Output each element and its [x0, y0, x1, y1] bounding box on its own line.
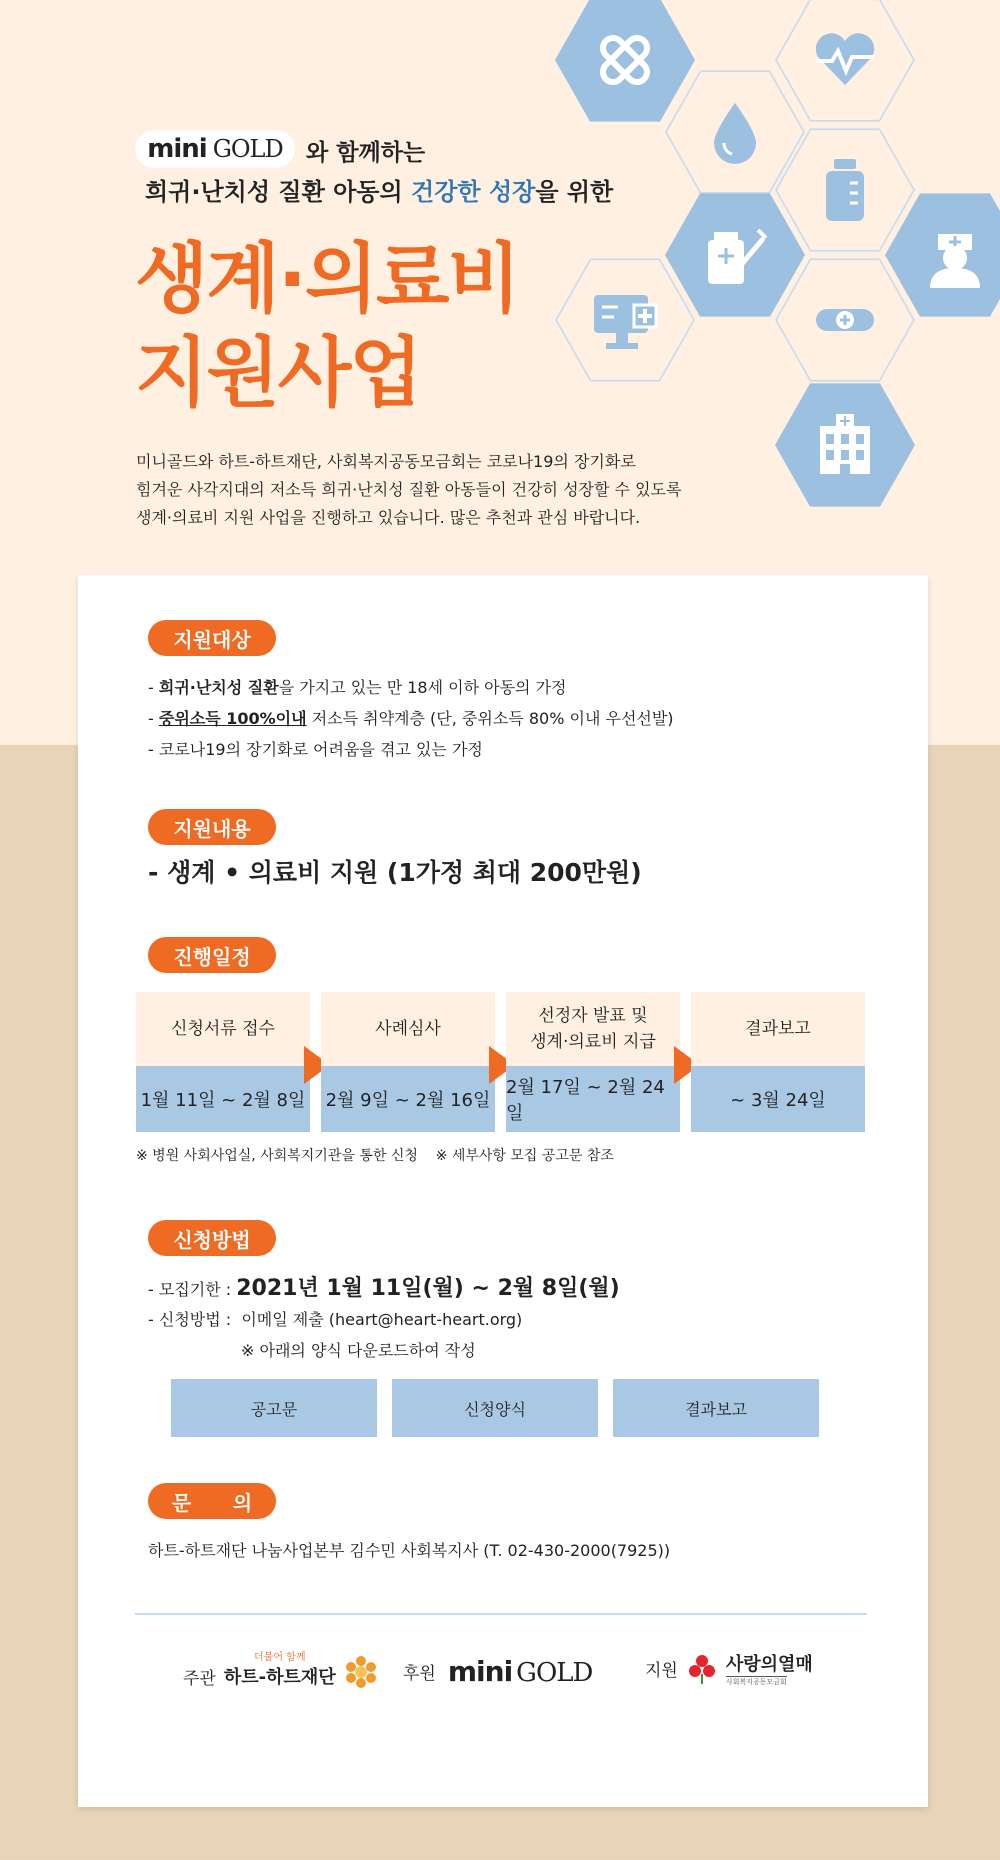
info-card [78, 575, 928, 1807]
subhead-post: 을 위한 [535, 178, 614, 206]
target-item-2-text: 저소득 취약계층 (단, 중위소득 80% 이내 우선선발) [306, 709, 674, 728]
step-date: ~ 3월 24일 [691, 1066, 865, 1132]
intro-paragraph [136, 448, 681, 532]
target-item-2 [148, 706, 674, 729]
host-tagline: 더불어 함께 [254, 1652, 306, 1663]
step-title [321, 992, 495, 1066]
love-fruit-logo [726, 1650, 813, 1687]
nurse-icon [920, 220, 990, 290]
support-sub: 사회복지공동모금회 [725, 1678, 787, 1686]
sponsor-label: 후원 [403, 1664, 436, 1684]
medicine-bottle-icon [810, 155, 880, 225]
section-label-apply: 신청방법 [148, 1220, 276, 1256]
minigold-logo-gold: GOLD [212, 135, 283, 163]
section-label-content: 지원내용 [148, 809, 276, 845]
step-title-line-2: 생계·의료비 지급 [530, 1032, 656, 1052]
heart-heart-logo [224, 1648, 336, 1689]
schedule-step-1 [136, 992, 310, 1132]
love-fruit-icon [688, 1654, 716, 1684]
section-label-inquiry: 문 의 [148, 1483, 276, 1519]
heart-rate-hex [775, 0, 915, 130]
bullet: - [148, 678, 159, 697]
schedule-step-2 [321, 992, 495, 1132]
hospital-icon [810, 410, 880, 480]
target-item-1-text: 을 가지고 있는 만 18세 이하 아동의 가정 [278, 678, 567, 697]
subheadline [145, 172, 613, 207]
minigold-footer-logo [448, 1655, 593, 1688]
method-value: 이메일 제출 (heart@heart-heart.org) [241, 1310, 523, 1329]
schedule-step-3 [506, 992, 680, 1132]
step-date: 2월 9일 ~ 2월 16일 [321, 1066, 495, 1132]
section-label-target: 지원대상 [148, 620, 276, 656]
bullet: - [148, 709, 159, 728]
sponsor-mini: mini [447, 1655, 513, 1688]
with-text: 와 함께하는 [306, 140, 426, 166]
host-label: 주관 [183, 1669, 216, 1689]
inquiry-contact: 하트-하트재단 나눔사업본부 김수민 사회복지사 (T. 02-430-2000(7925)) [148, 1541, 671, 1560]
syringe-icon [700, 220, 770, 290]
schedule-note: ※ 병원 사회사업실, 사회복지기관을 통한 신청 ※ 세부사항 모집 공고문 참조 [136, 1148, 614, 1164]
subhead-highlight: 건강한 성장 [411, 178, 536, 206]
support-name: 사랑의열매 [725, 1654, 813, 1675]
page-title [135, 232, 519, 420]
support-content-text: - 생계 • 의료비 지원 (1가정 최대 200만원) [148, 858, 642, 887]
step-title [506, 992, 680, 1066]
hospital-hex [775, 375, 915, 515]
method-label: - 신청방법 : [148, 1310, 242, 1329]
deadline-value: 2021년 1월 11일(월) ~ 2월 8일(월) [236, 1276, 620, 1301]
target-item-1 [148, 675, 567, 698]
title-line-2: 지원사업 [135, 328, 421, 417]
host-logo-group [183, 1648, 378, 1689]
step-title [691, 992, 865, 1066]
deadline-label: - 모집기한 : [148, 1280, 237, 1299]
schedule-step-4 [691, 992, 865, 1132]
footer-divider [135, 1613, 867, 1615]
apply-method-note: ※ 아래의 양식 다운로드하여 작성 [241, 1341, 476, 1360]
medical-monitor-hex [555, 250, 695, 390]
step-title [136, 992, 310, 1066]
step-title-line: 사례심사 [375, 1019, 441, 1039]
section-label-schedule: 진행일정 [148, 937, 276, 973]
step-date: 1월 11일 ~ 2월 8일 [136, 1066, 310, 1132]
bandage-icon [590, 25, 660, 95]
result-report-download-button[interactable]: 결과보고 [613, 1379, 819, 1437]
minigold-logo-pill [135, 130, 295, 168]
pill-capsule-hex [775, 250, 915, 390]
step-date: 2월 17일 ~ 2월 24일 [506, 1066, 680, 1132]
notice-download-button[interactable]: 공고문 [171, 1379, 377, 1437]
host-name: 하트-하트재단 [223, 1667, 336, 1688]
step-title-line: 신청서류 접수 [171, 1019, 275, 1039]
step-title-line: 결과보고 [745, 1019, 811, 1039]
target-item-2-bold: 중위소득 100%이내 [158, 709, 307, 728]
minigold-logo-mini: mini [147, 134, 207, 164]
apply-deadline [148, 1271, 620, 1302]
title-line-1: 생계·의료비 [135, 234, 519, 323]
apply-method [148, 1307, 522, 1330]
target-item-3: - 코로나19의 장기화로 어려움을 겪고 있는 가정 [148, 740, 483, 759]
sponsor-gold: GOLD [516, 1658, 593, 1688]
application-form-download-button[interactable]: 신청양식 [392, 1379, 598, 1437]
support-logo-group [645, 1650, 813, 1687]
target-item-1-bold: 희귀·난치성 질환 [158, 678, 279, 697]
bandage-hex [555, 0, 695, 130]
pill-capsule-icon [810, 285, 880, 355]
intro-line-3: 생계·의료비 지원 사업을 진행하고 있습니다. 많은 추천과 관심 바랍니다. [136, 508, 641, 527]
support-label: 지원 [645, 1661, 678, 1681]
sponsor-logo-group [403, 1655, 592, 1688]
subhead-pre: 희귀·난치성 질환 아동의 [145, 178, 412, 206]
medical-monitor-icon [590, 285, 660, 355]
heart-rate-icon [810, 25, 880, 95]
intro-line-1: 미니골드와 하트-하트재단, 사회복지공동모금회는 코로나19의 장기화로 [136, 452, 636, 471]
water-drop-icon [700, 97, 770, 167]
heart-heart-flower-icon [344, 1655, 378, 1689]
intro-line-2: 힘겨운 사각지대의 저소득 희귀·난치성 질환 아동들이 건강히 성장할 수 있도록 [136, 480, 682, 499]
step-title-line: 선정자 발표 및 [538, 1006, 648, 1026]
syringe-hex [665, 185, 805, 325]
